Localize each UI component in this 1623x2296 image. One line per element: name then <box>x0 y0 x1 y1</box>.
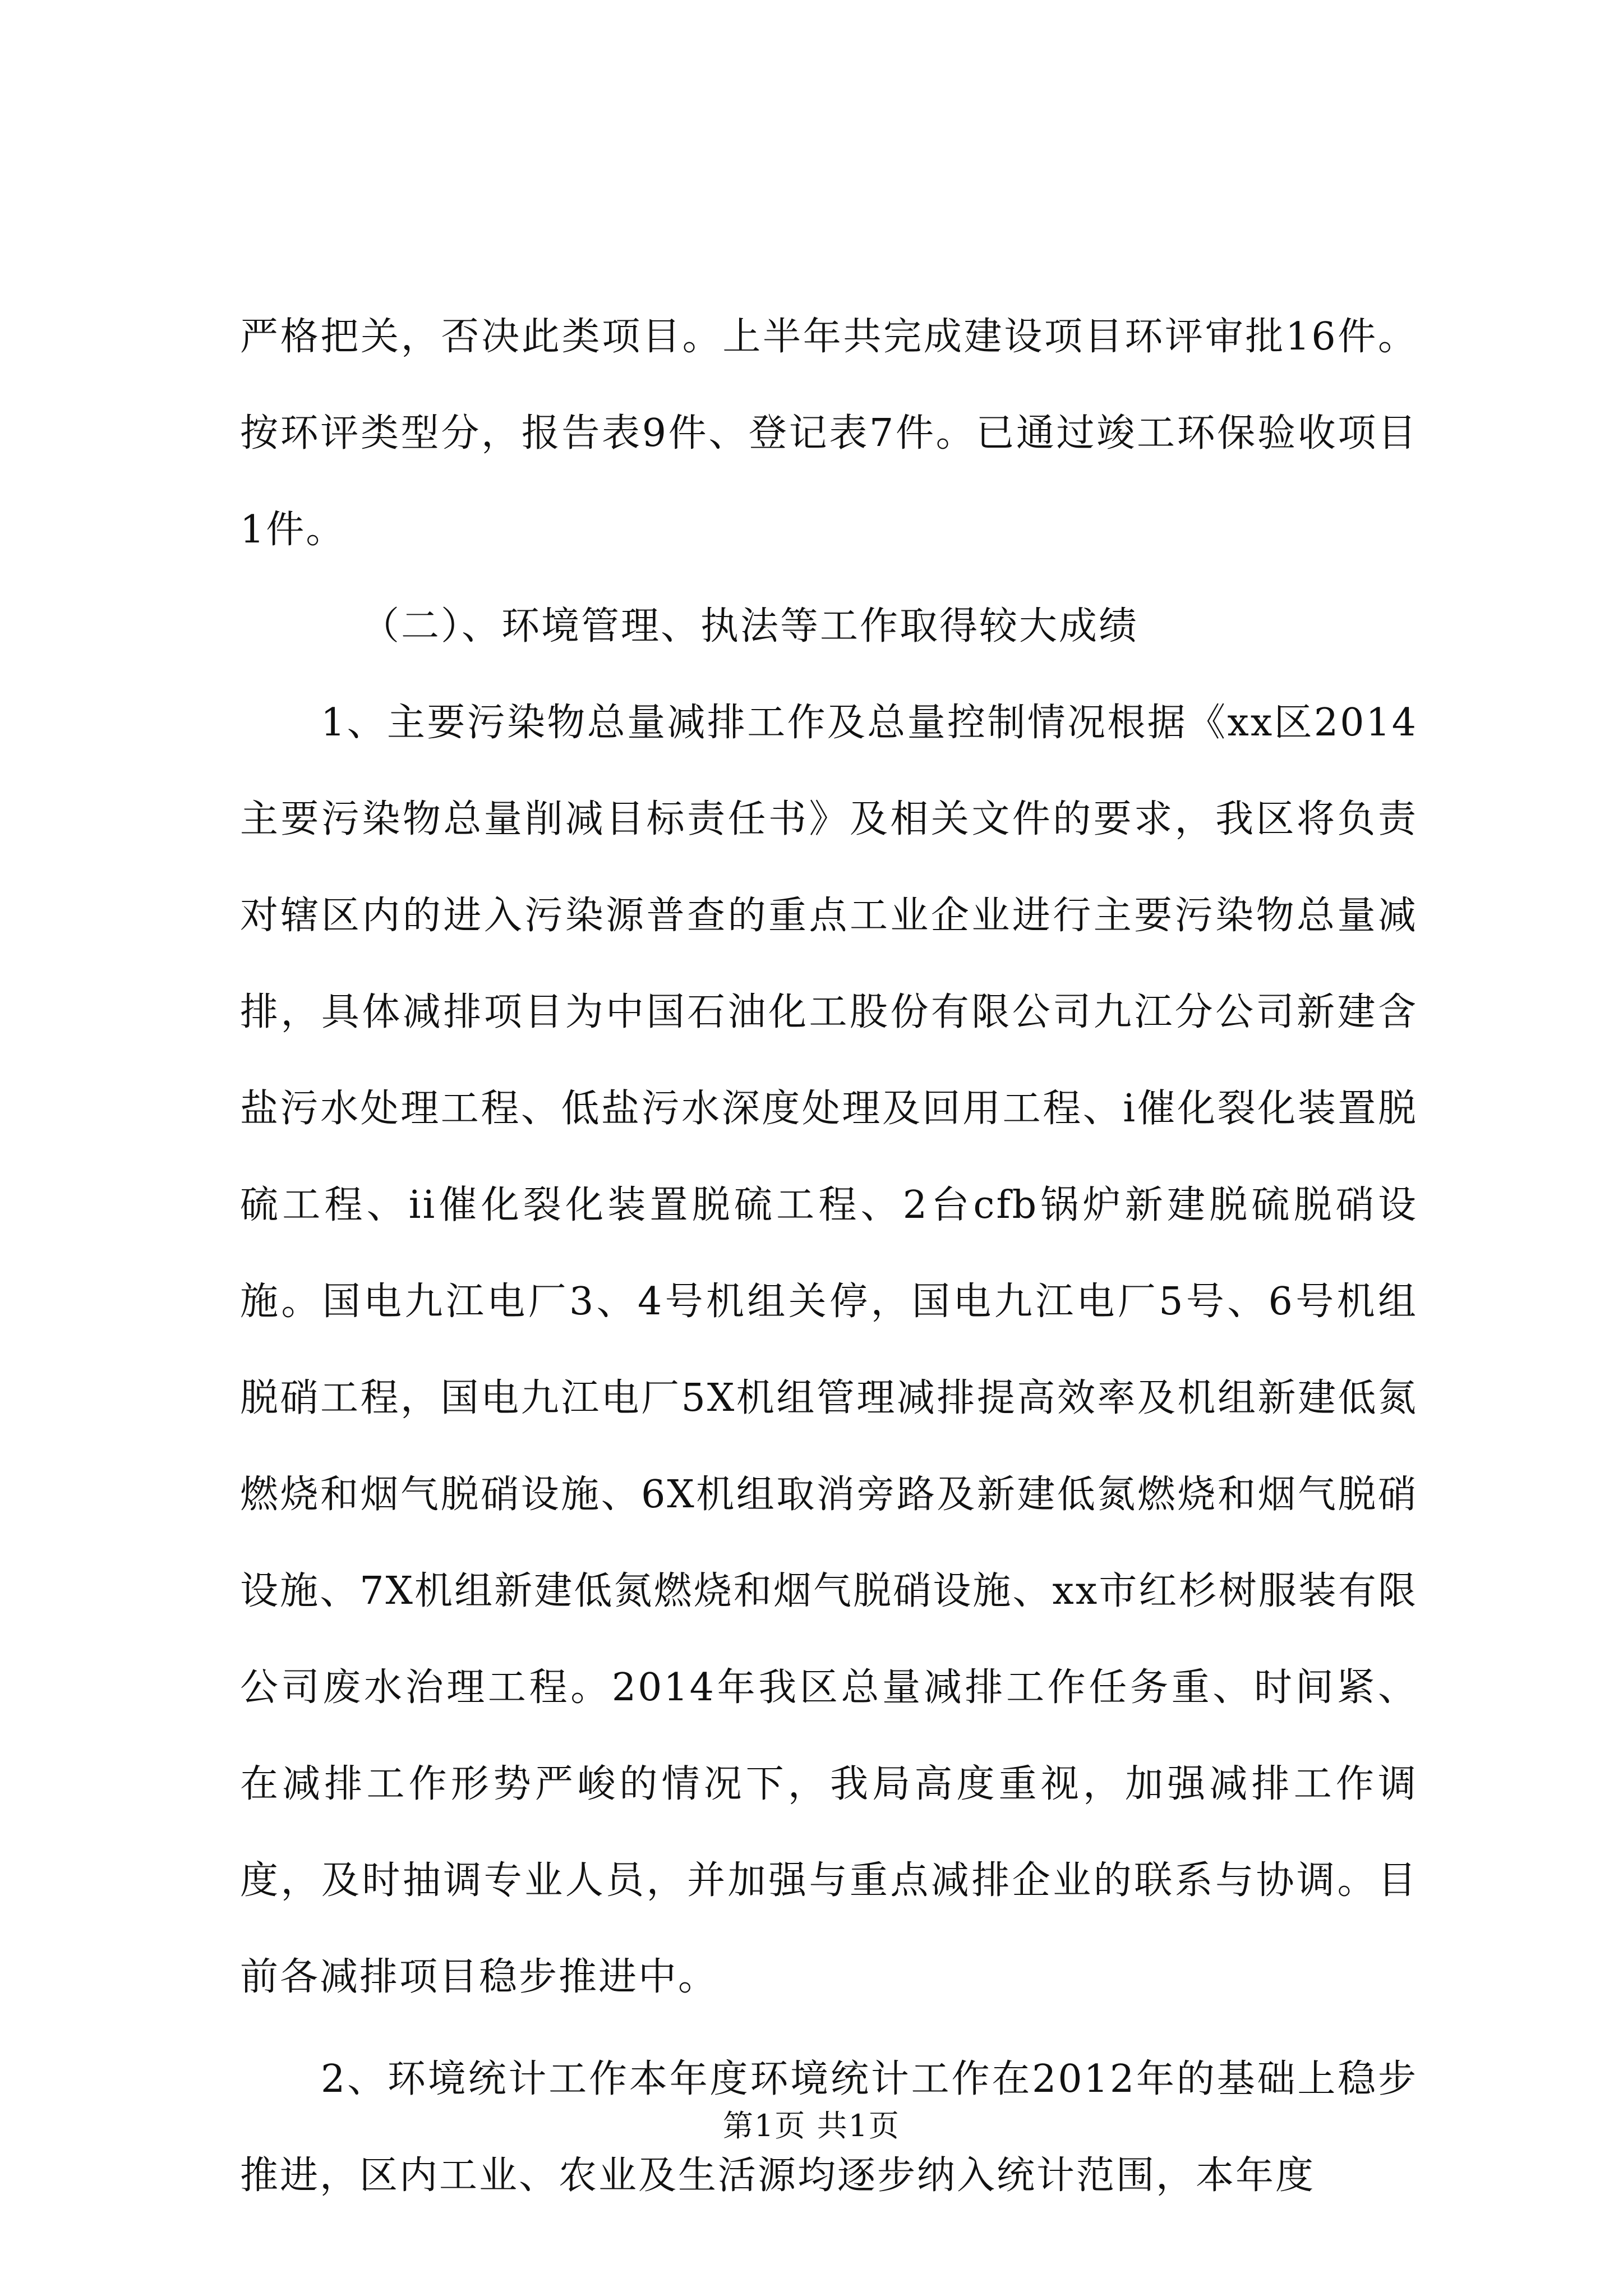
page-footer: 第1页 共1页 <box>723 2108 900 2143</box>
paragraph-continuation: 严格把关，否决此类项目。上半年共完成建设项目环评审批16件。按环评类型分，报告表9件、登记表7件。已通过竣工环保验收项目1件。 <box>240 315 1418 552</box>
paragraph-emission-reduction: 1、主要污染物总量减排工作及总量控制情况根据《xx区2014主要污染物总量削减目标责任书》及相关文件的要求，我区将负责对辖区内的进入污染源普查的重点工业企业进行主要污染物总量减排，具体减排项目为中国石油化工股份有限公司九江分公司新建含盐污水处理工程、低盐污水深度处理及回用工程、i催化裂化装置脱硫工程、ii催化裂化装置脱硫工程、2台cfb锅炉新建脱硫脱硝设施。国电九江电厂3、4号机组关停，国电九江电厂5号、6号机组脱硝工程，国电九江电厂5X机组管理减排提高效率及机组新建低氮燃烧和烟气脱硝设施、6X机组取消旁路及新建低氮燃烧和烟气脱硝设施、7X机组新建低氮燃烧和烟气脱硝设施、xx市红杉树服装有限公司废水治理工程。2014年我区总量减排工作任务重、时间紧、在减排工作形势严峻的情况下，我局高度重视，加强减排工作调度，及时抽调专业人员，并加强与重点减排企业的联系与协调。目前各减排项目稳步推进中。 <box>240 701 1418 1999</box>
paragraph-environment-statistics: 2、环境统计工作本年度环境统计工作在2012年的基础上稳步推进，区内工业、农业及生活源均逐步纳入统计范围，本年度 <box>240 2057 1418 2198</box>
section-heading: （二）、环境管理、执法等工作取得较大成绩 <box>361 604 1139 648</box>
document-body <box>240 289 1418 2224</box>
